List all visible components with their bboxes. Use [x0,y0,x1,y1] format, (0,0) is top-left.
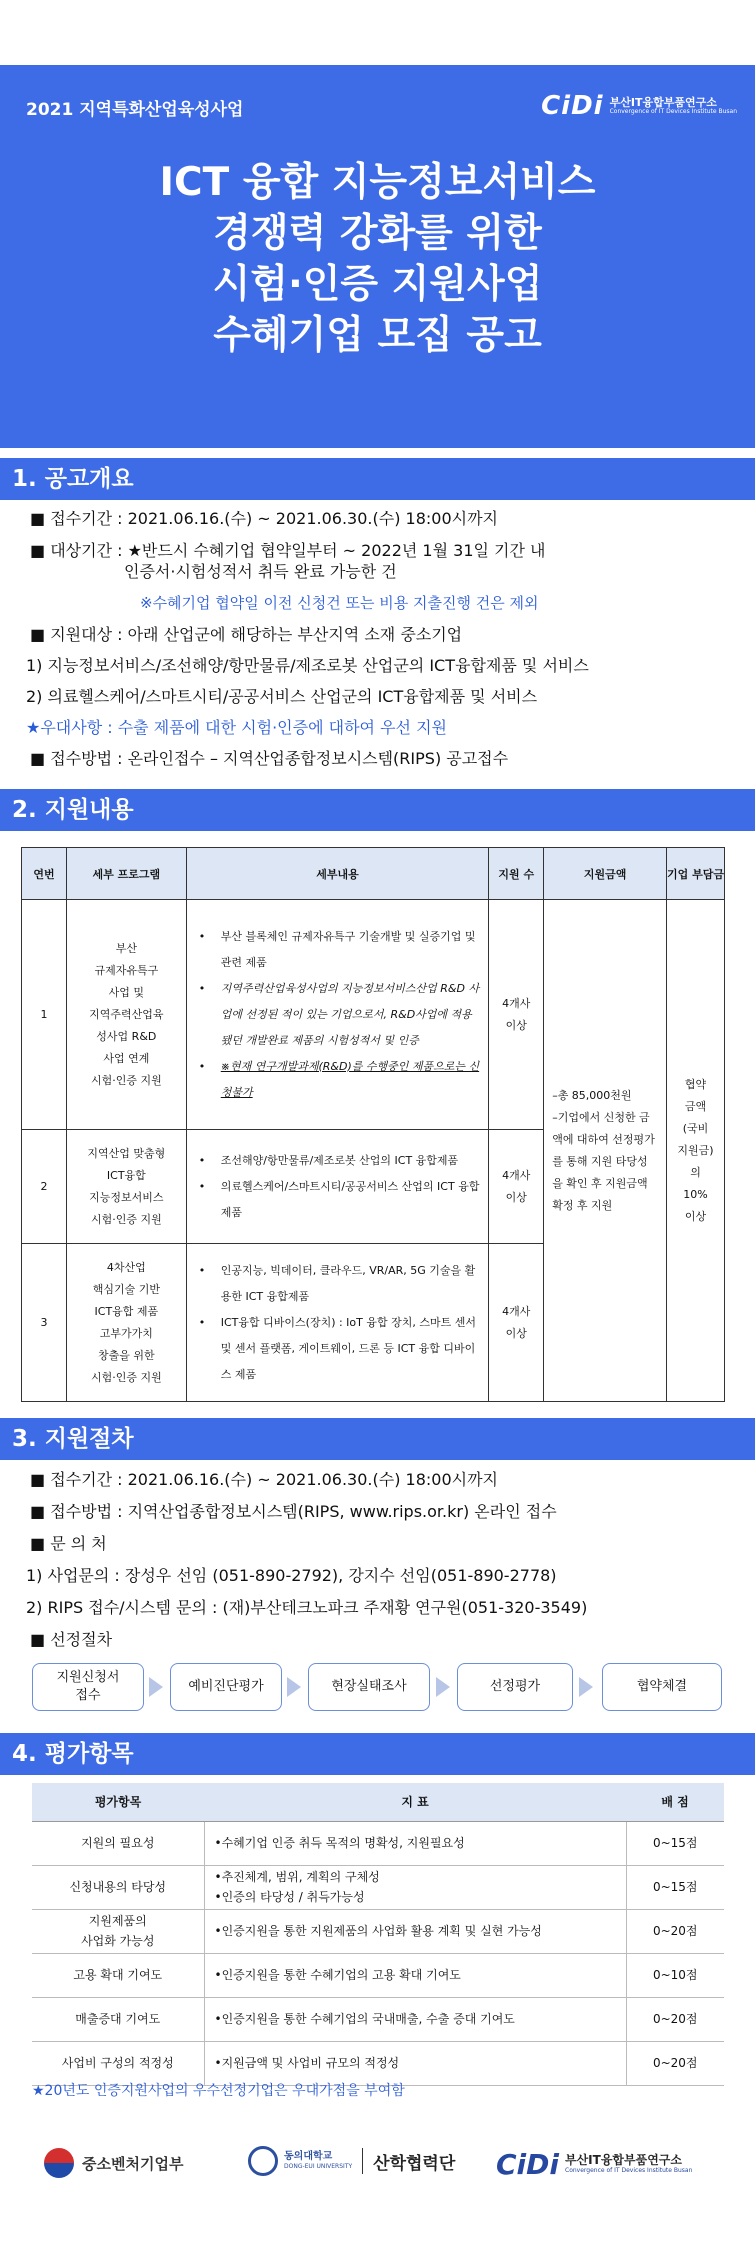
table-row [32,1997,724,2041]
section-1-header: 1. 공고개요 [0,458,755,500]
eval-indicator: •인증지원을 통한 지원제품의 사업화 활용 계획 및 실현 가능성 [204,1909,626,1953]
row-number: 1 [22,900,67,1130]
indicator-line: •추진체계, 범위, 계획의 구체성 [214,1870,380,1884]
s3-contact-2: 2) RIPS 접수/시스템 문의 : (재)부산테크노파크 주재황 연구원(051-320-3549) [26,1598,588,1617]
s1-target-period: ■ 대상기간 : ★반드시 수혜기업 협약일부터 ~ 2022년 1월 31일 기간 내 [30,541,546,560]
program-label: 2021 지역특화산업육성사업 [26,100,244,120]
eval-score: 0~15점 [626,1821,724,1865]
cidi-footer-logo [496,2148,692,2181]
col-header: 세부 프로그램 [66,848,186,900]
flow-step: 현장실태조사 [308,1663,430,1711]
eval-score: 0~20점 [626,1997,724,2041]
col-header: 지 표 [204,1783,626,1821]
cidi-logo-korean: 부산IT융합부품연구소 [609,95,717,109]
cidi-logo [541,91,737,121]
eval-item: 고용 확대 기여도 [32,1953,204,1997]
arrow-right-icon [287,1677,301,1697]
table-row [22,900,725,1130]
title-line: 경쟁력 강화를 위한 [213,211,542,256]
program-name: 4차산업 핵심기술 기반 ICT융합 제품 고부가가치 창출을 위한 시험·인증 지원 [66,1244,186,1402]
flow-step: 선정평가 [457,1663,573,1711]
flow-step: 협약체결 [602,1663,722,1711]
detail-item: • 부산 블록체인 규제자유특구 기술개발 및 실증기업 및 관련 제품 [195,924,481,976]
eval-indicator: •인증지원을 통한 수혜기업의 고용 확대 기여도 [204,1953,626,1997]
arrow-right-icon [579,1677,593,1697]
count-cell: 4개사 이상 [489,1130,544,1244]
table-row [32,1909,724,1953]
footer-logos [0,2140,755,2190]
cidi-logo-english: Convergence of IT Devices Institute Busan [609,107,737,115]
eval-item: 매출증대 기여도 [32,1997,204,2041]
s4-note: ★20년도 인증지원사업의 우수선정기업은 우대가점을 부여함 [32,2083,405,2099]
s1-item-1: 1) 지능정보서비스/조선해양/항만물류/제조로봇 산업군의 ICT융합제품 및 서비스 [26,656,589,675]
row-number: 2 [22,1130,67,1244]
mss-logo-text: 중소벤처기업부 [82,2154,184,2173]
flow-step: 지원신청서 접수 [32,1663,144,1711]
eval-score: 0~10점 [626,1953,724,1997]
col-header: 평가항목 [32,1783,204,1821]
arrow-right-icon [149,1677,163,1697]
detail-item: • 의료헬스케어/스마트시티/공공서비스 산업의 ICT 융합제품 [195,1174,481,1226]
s1-period: ■ 접수기간 : 2021.06.16.(수) ~ 2021.06.30.(수) 18:00시까지 [30,509,499,528]
taegeuk-icon [44,2148,74,2178]
count-cell: 4개사 이상 [489,900,544,1130]
eval-item: 지원의 필요성 [32,1821,204,1865]
eval-indicator [204,1865,626,1909]
dongeui-unit: 산학협력단 [373,2153,456,2174]
col-header: 연번 [22,848,67,900]
detail-item: • ICT융합 디바이스(장치) : IoT 융합 장치, 스마트 센서 및 센서 플랫폼, 게이트웨이, 드론 등 ICT 융합 디바이스 제품 [195,1310,481,1388]
eval-item: 지원제품의 사업화 가능성 [32,1909,204,1953]
hero-banner [0,65,755,448]
cidi-footer-mark: CiDi [496,2148,559,2181]
section-4-header: 4. 평가항목 [0,1733,755,1775]
s3-contact-1: 1) 사업문의 : 장성우 선임 (051-890-2792), 강지수 선임(051-890-2778) [26,1566,557,1585]
program-name: 지역산업 맞춤형 ICT융합 지능정보서비스 시험·인증 지원 [66,1130,186,1244]
dongeui-logo [248,2146,455,2176]
mss-logo [44,2148,183,2178]
title-line: 시험·인증 지원사업 [212,262,543,307]
table-row [32,2041,724,2085]
section-2-header: 2. 지원내용 [0,789,755,831]
s3-contact: ■ 문 의 처 [30,1534,107,1553]
s1-eligibility: ■ 지원대상 : 아래 산업군에 해당하는 부산지역 소재 중소기업 [30,625,463,644]
s3-period: ■ 접수기간 : 2021.06.16.(수) ~ 2021.06.30.(수) 18:00시까지 [30,1470,499,1489]
selection-flow [32,1663,722,1711]
s3-selection: ■ 선정절차 [30,1630,113,1649]
university-seal-icon [248,2146,278,2176]
burden-cell: 협약 금액 (국비 지원금) 의 10% 이상 [667,900,725,1402]
eval-indicator: •수혜기업 인증 취득 목적의 명확성, 지원필요성 [204,1821,626,1865]
row-number: 3 [22,1244,67,1402]
table-row [32,1953,724,1997]
title-line: 수혜기업 모집 공고 [213,313,542,358]
evaluation-table [32,1783,724,2086]
eval-item: 사업비 구성의 적정성 [32,2041,204,2085]
s1-target-period-2: 인증서·시험성적서 취득 완료 가능한 건 [124,562,397,581]
page-title [0,157,755,361]
col-header: 배 점 [626,1783,724,1821]
detail-item: • 인공지능, 빅데이터, 클라우드, VR/AR, 5G 기술을 활용한 ICT 융합제품 [195,1258,481,1310]
detail-cell [186,1130,489,1244]
cidi-footer-english: Convergence of IT Devices Institute Busan [565,2166,693,2174]
s1-priority: ★우대사항 : 수출 제품에 대한 시험·인증에 대하여 우선 지원 [26,718,447,737]
detail-item: • 지역주력산업육성사업의 지능정보서비스산업 R&D 사업에 선정된 적이 있는 기업으로서, R&D사업에 적용됐던 개발완료 제품의 시험성적서 및 인증 [195,976,481,1054]
detail-item: • 조선해양/항만물류/제조로봇 산업의 ICT 융합제품 [195,1148,481,1174]
col-header: 지원금액 [544,848,667,900]
cidi-footer-korean: 부산IT융합부품연구소 [565,2153,682,2168]
col-header: 세부내용 [186,848,489,900]
section-3-header: 3. 지원절차 [0,1418,755,1460]
support-table [21,847,725,1402]
dongeui-english: DONG-EUI UNIVERSITY [284,2163,353,2171]
s1-method: ■ 접수방법 : 온라인접수 – 지역산업종합정보시스템(RIPS) 공고접수 [30,749,509,768]
table-row [32,1865,724,1909]
flow-step: 예비진단평가 [170,1663,282,1711]
s1-item-2: 2) 의료헬스케어/스마트시티/공공서비스 산업군의 ICT융합제품 및 서비스 [26,687,538,706]
arrow-right-icon [436,1677,450,1697]
cidi-logo-mark: CiDi [541,91,604,121]
logo-divider [362,2148,363,2174]
detail-cell [186,900,489,1130]
eval-indicator: •인증지원을 통한 수혜기업의 국내매출, 수출 증대 기여도 [204,1997,626,2041]
s3-method: ■ 접수방법 : 지역산업종합정보시스템(RIPS, www.rips.or.kr) 온라인 접수 [30,1502,557,1521]
s1-target-note: ※수혜기업 협약일 이전 신청건 또는 비용 지출진행 건은 제외 [140,594,539,612]
eval-score: 0~20점 [626,1909,724,1953]
detail-item: • ※현재 연구개발과제(R&D)를 수행중인 제품으로는 신청불가 [195,1054,481,1106]
eval-indicator: •지원금액 및 사업비 규모의 적정성 [204,2041,626,2085]
eval-score: 0~20점 [626,2041,724,2085]
eval-item: 신청내용의 타당성 [32,1865,204,1909]
program-name: 부산 규제자유특구 사업 및 지역주력산업육 성사업 R&D 사업 연계 시험·인증 지원 [66,900,186,1130]
dongeui-korean: 동의대학교 [284,2151,333,2163]
count-cell: 4개사 이상 [489,1244,544,1402]
col-header: 기업 부담금 [667,848,725,900]
amount-cell: –총 85,000천원 –기업에서 신청한 금액에 대하여 선정평가를 통해 지원 타당성을 확인 후 지원금액 확정 후 지원 [544,900,667,1402]
eval-score: 0~15점 [626,1865,724,1909]
col-header: 지원 수 [489,848,544,900]
detail-cell [186,1244,489,1402]
title-line: ICT 융합 지능정보서비스 [159,160,596,205]
indicator-line: •인증의 타당성 / 취득가능성 [214,1890,365,1904]
table-row [32,1821,724,1865]
